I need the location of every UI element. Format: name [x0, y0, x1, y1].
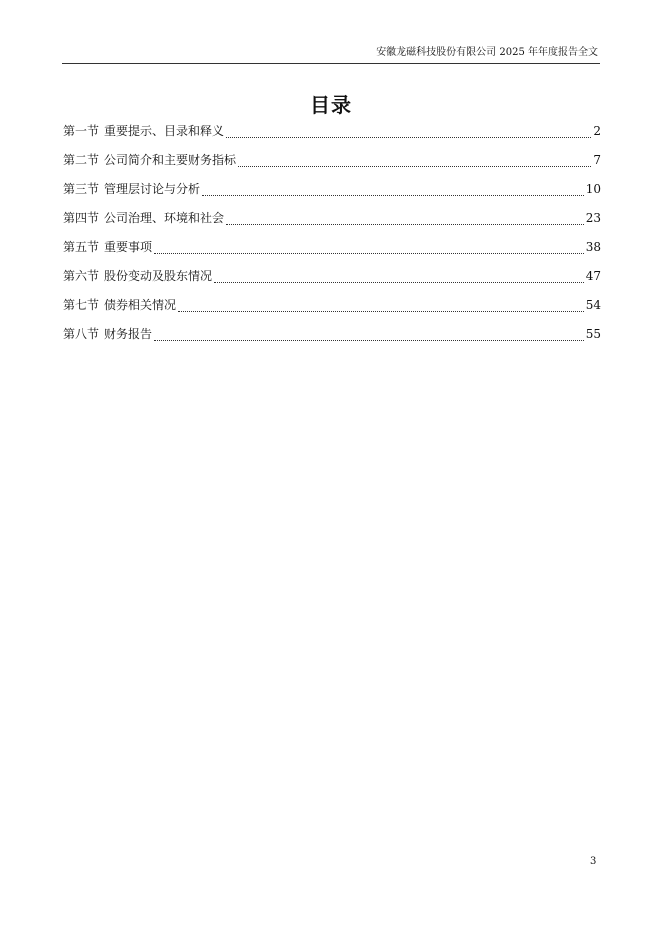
- dot-leader: [238, 165, 591, 167]
- dot-leader: [226, 223, 584, 225]
- toc-page-number: 38: [585, 240, 601, 254]
- toc-page-number: 10: [585, 182, 601, 196]
- header-title: 安徽龙磁科技股份有限公司 2025 年年度报告全文: [376, 47, 598, 58]
- running-header: [62, 46, 600, 64]
- toc-entry[interactable]: [63, 150, 601, 179]
- toc-page-number: 23: [585, 211, 601, 225]
- toc-chapter: 第七节: [63, 298, 100, 312]
- dot-leader: [154, 339, 584, 341]
- dot-leader: [154, 252, 584, 254]
- toc-entry-title: 债券相关情况: [104, 298, 177, 312]
- toc-entry-title: 公司治理、环境和社会: [104, 211, 225, 225]
- toc-chapter: 第三节: [63, 182, 100, 196]
- toc-chapter: 第六节: [63, 269, 100, 283]
- table-of-contents: [63, 121, 601, 353]
- toc-entry[interactable]: [63, 179, 601, 208]
- toc-chapter: 第二节: [63, 153, 100, 167]
- toc-page-number: 47: [585, 269, 601, 283]
- toc-title: 目录: [310, 93, 352, 117]
- toc-page-number: 54: [585, 298, 601, 312]
- toc-chapter: 第四节: [63, 211, 100, 225]
- toc-entry-title: 股份变动及股东情况: [104, 269, 213, 283]
- toc-entry[interactable]: [63, 295, 601, 324]
- toc-entry[interactable]: [63, 208, 601, 237]
- toc-entry[interactable]: [63, 121, 601, 150]
- toc-entry[interactable]: [63, 237, 601, 266]
- toc-entry-title: 重要事项: [104, 240, 153, 254]
- toc-entry-title: 重要提示、目录和释义: [104, 124, 225, 138]
- toc-entry-title: 公司简介和主要财务指标: [104, 153, 237, 167]
- page-number: 3: [590, 856, 597, 867]
- toc-chapter: 第五节: [63, 240, 100, 254]
- toc-entry-title: 管理层讨论与分析: [104, 182, 201, 196]
- dot-leader: [202, 194, 584, 196]
- toc-entry[interactable]: [63, 324, 601, 353]
- toc-page-number: 7: [593, 153, 601, 167]
- toc-chapter: 第八节: [63, 327, 100, 341]
- toc-entry-title: 财务报告: [104, 327, 153, 341]
- dot-leader: [214, 281, 584, 283]
- toc-chapter: 第一节: [63, 124, 100, 138]
- toc-page-number: 2: [593, 124, 601, 138]
- toc-entry[interactable]: [63, 266, 601, 295]
- toc-page-number: 55: [585, 327, 601, 341]
- dot-leader: [178, 310, 584, 312]
- dot-leader: [226, 136, 591, 138]
